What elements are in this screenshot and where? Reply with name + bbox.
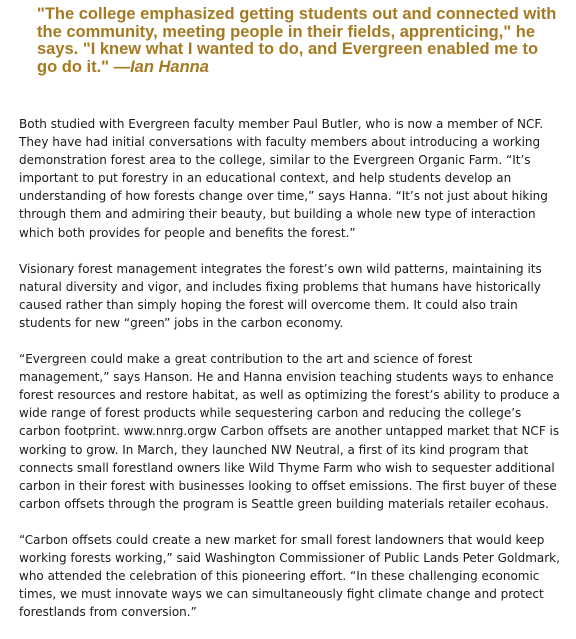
paragraph-faculty: Both studied with Evergreen faculty member Paul Butler, who is now a member of NCF. They have had initial conversations with faculty members about introducing a working demonstration forest area to the college, similar to the Evergreen Organic Farm. “It’s important to put forestry in an educational context, and help students develop an understanding of how forests change over time,” says Hanna. “It’s not just about hiking through them and admiring their beauty, but building a whole new type of interaction which both provides for people and benefits the forest.” <box>19 117 548 240</box>
paragraph-carbon-offsets: “Evergreen could make a great contribution to the art and science of forest management,” says Hanson. He and Hanna envision teaching students ways to enhance forest resources and restore habitat, as well as optimizing the forest’s ability to produce a wide range of forest products while sequestering carbon and reducing the college’s carbon footprint. www.nnrg.orgw Carbon offsets are another untapped market that NCF is working to grow. In March, they launched NW Neutral, a first of its kind program that connects small forestland owners like Wild Thyme Farm who wish to sequester additional carbon in their forest with businesses looking to offset emissions. The first buyer of these carbon offsets through the program is Seattle green building materials retailer ecohaus. <box>19 352 560 511</box>
paragraph-forest-management: Visionary forest management integrates the forest’s own wild patterns, maintaining its natural diversity and vigor, and includes fixing problems that humans have historically caused rather than simply hoping the forest will overcome them. It could also train students for new “green” jobs in the carbon economy. <box>19 261 542 330</box>
pull-quote-attribution: —Ian Hanna <box>113 57 209 76</box>
paragraph-commissioner-quote: “Carbon offsets could create a new market for small forest landowners that would keep working forests working,” said Washington Commissioner of Public Lands Peter Goldmark, who attended the celebration of this pioneering effort. “In these challenging economic times, we must innovate ways we can simultaneously fight climate change and protect forestlands from conversion.” <box>19 532 560 620</box>
pull-quote-text: "The college emphasized getting students out and connected with the community, meeting people in their fields, apprenticing," he says. "I knew what I wanted to do, and Evergreen enabled me to go do it." <box>37 5 557 76</box>
pull-quote <box>37 6 557 76</box>
article-body <box>19 115 564 639</box>
